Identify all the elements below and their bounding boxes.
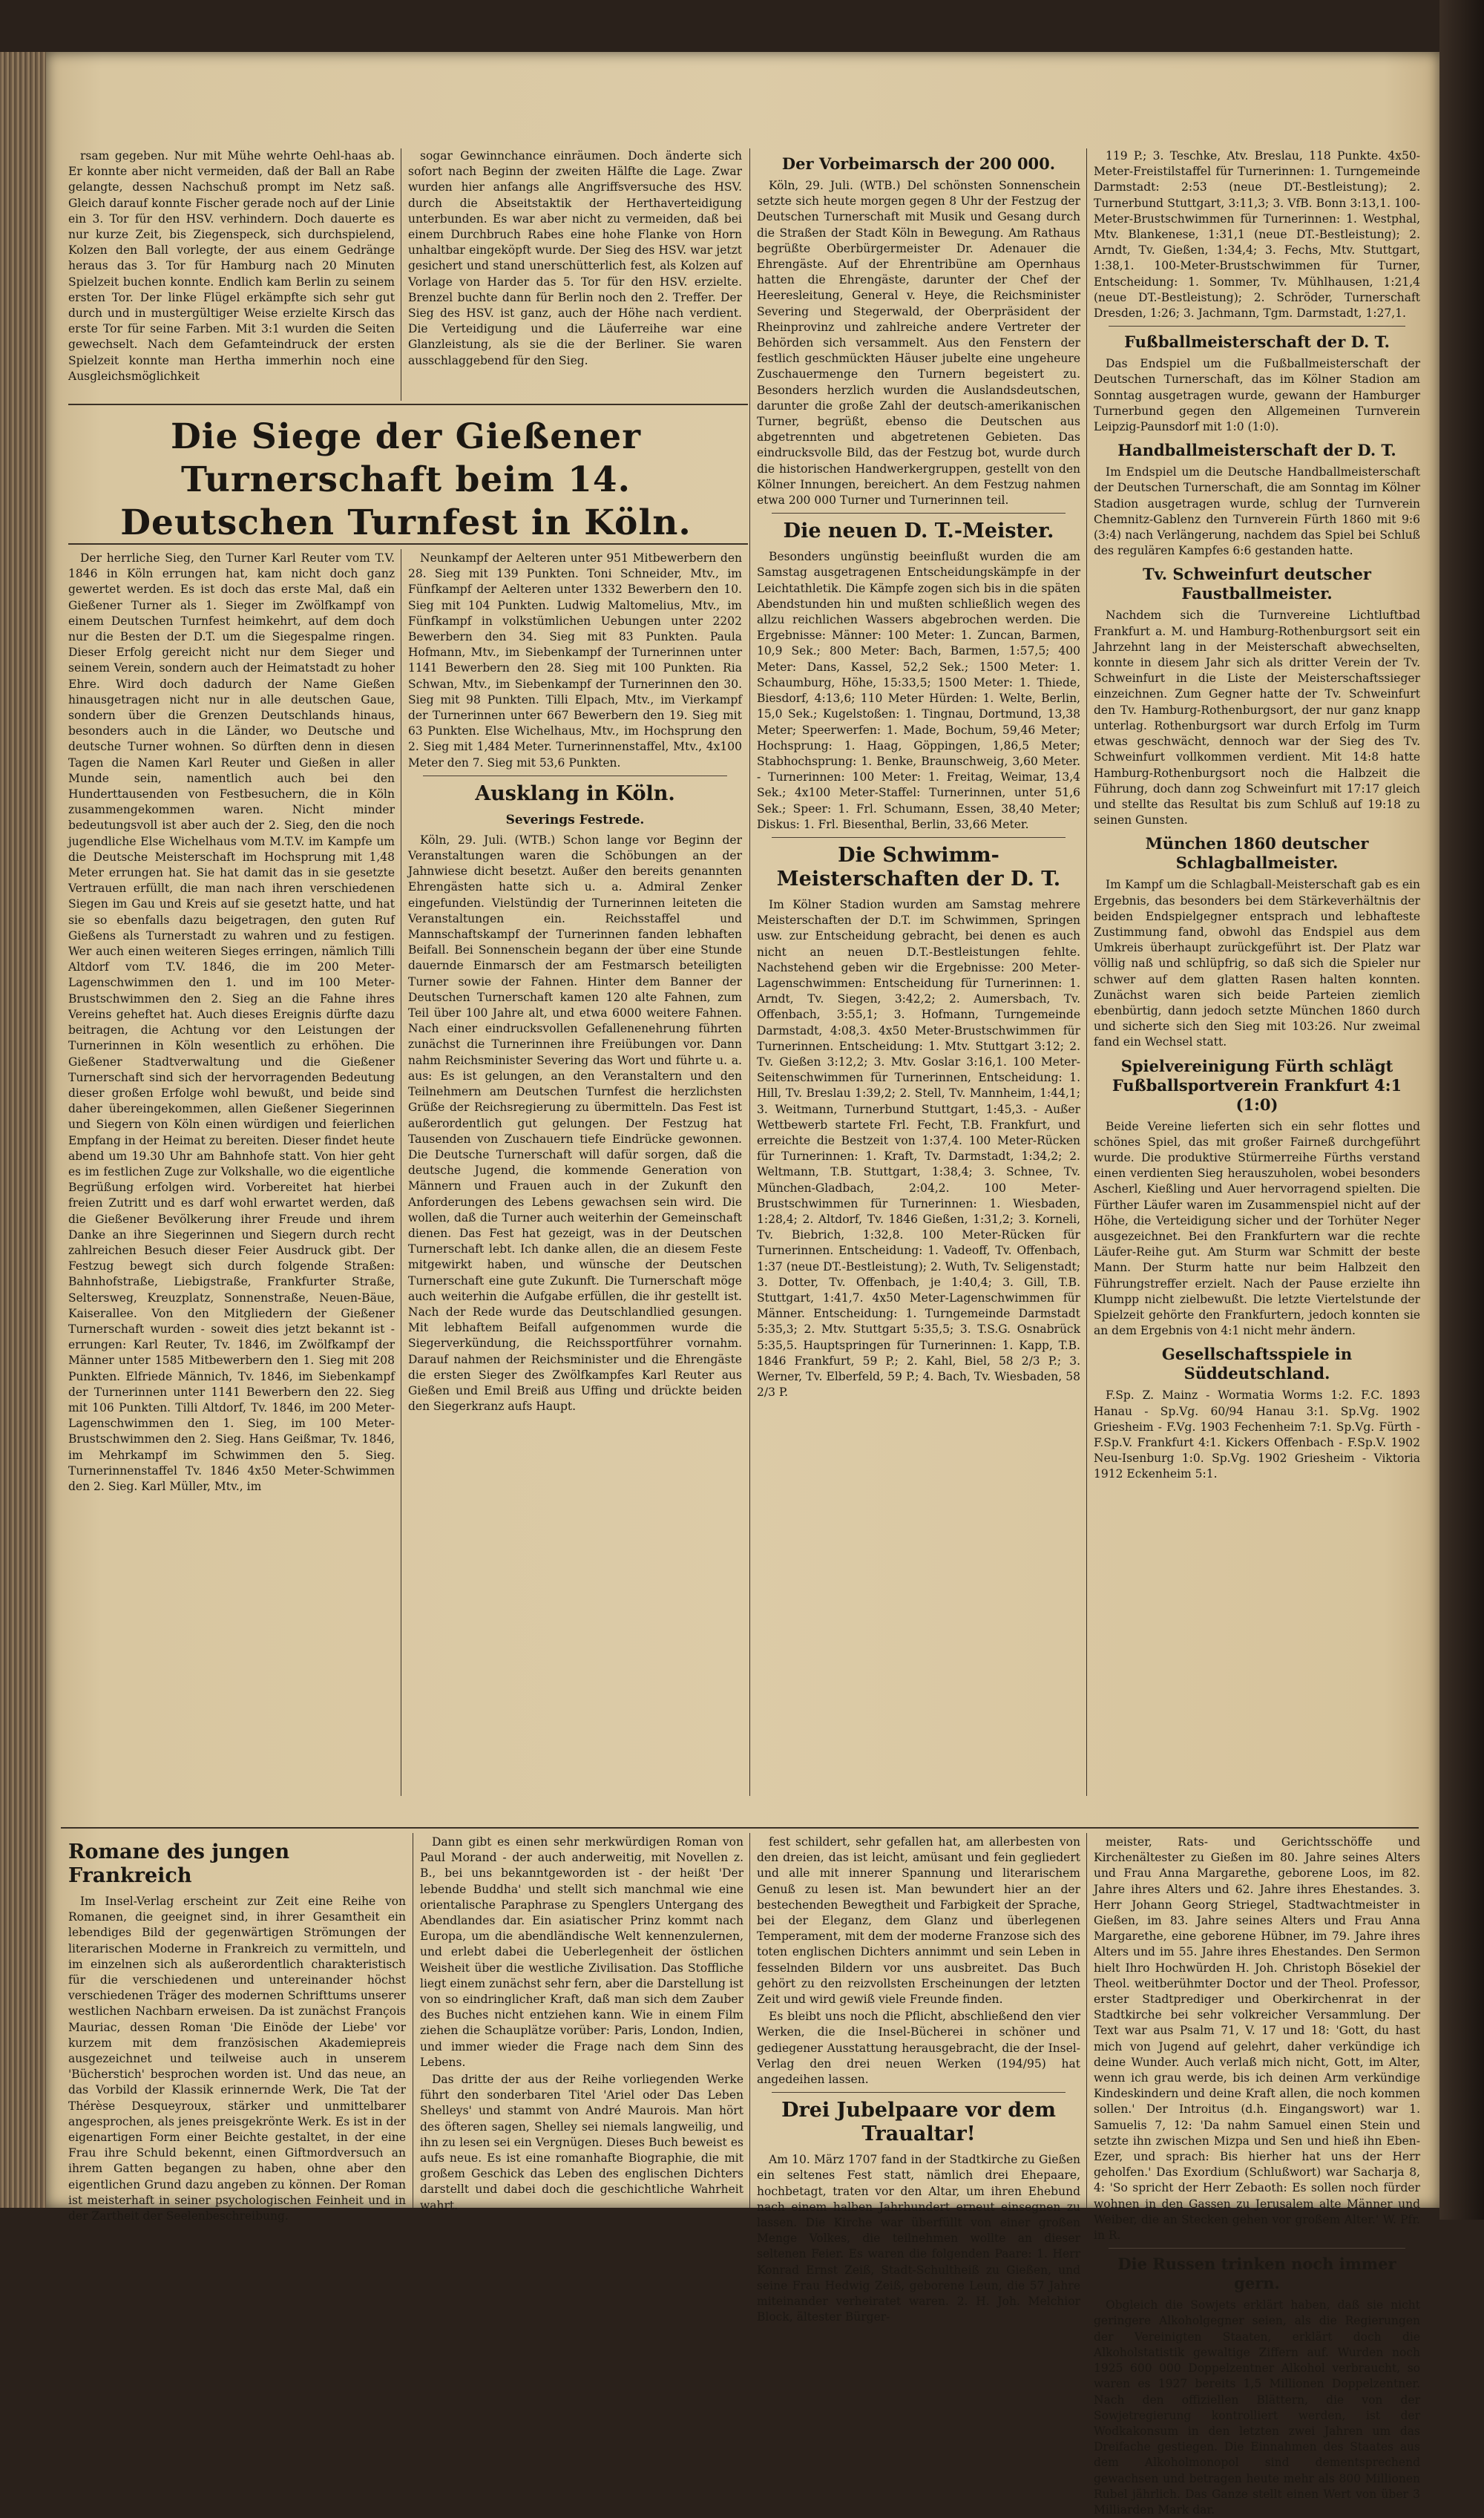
divider [1109,2248,1405,2249]
dark-background-edge [1439,0,1484,2220]
article-text: Am 10. März 1707 fand in der Stadtkirche zu Gießen ein seltenes Fest statt, nämlich drei Ehepaare, hochbetagt, traten vor den Altar, um ihren Ehebund nach einem halben Jahrhundert erneut einsegnen zu lassen. Die Kirche war überfüllt von einer großen Menge Volkes, die teilnehmen wollte an dieser seltenen Feier. Es waren die folgenden Paare: 1. Herr Konrad Ernst Zeiß, Stadt-Schultheiß zu Gießen, und seine Frau Hedwig Zeiß, geborene Leun, die 57 Jahre miteinander verheiratet waren. 2. H. Joh. Melchior Block, ältester Bürger- [757,2153,1080,2324]
article-text: Nachdem sich die Turnvereine Lichtluftbad Frankfurt a. M. und Hamburg-Rothenburgsort seit ein Jahrzehnt lang in der Meisterschaft abwechselten, konnte in diesem Jahr sich als dritter Verein der Tv. Schweinfurt in die Liste der Meisterschaftssieger einzeichnen. Zum Gegner hatte der Tv. Schweinfurt den Tv. Hamburg-Rothenburgsort, der nur ganz knapp unterlag. Rothenburgsort war durch Erfolg im Turm etwas geschwächt, dennoch war der Sieg des Tv. Schweinfurt vollkommen verdient. Mit 14:8 hatte Hamburg-Rothenburgsort noch die Halbzeit die Führung, doch dann zog Schweinfurt mit 17:17 gleich und stellte das Resultat bis zum Schluß auf 19:18 zu seinen Gunsten. [1094,609,1420,827]
article-giessen-victories-2 [408,551,742,1823]
article-text: Dann gibt es einen sehr merkwürdigen Roman von Paul Morand - der auch anderweitig, mit Novellen z. B., bei uns bekanntgeworden ist - der heißt 'Der lebende Buddha' und stellt sich manchmal wie eine orientalische Paraphrase zu Spenglers Untergang des Abendlandes dar. Ein asiatischer Prinz kommt nach Europa, um die abendländische Welt kennenzulernen, und erlebt dabei die Ueberlegenheit der östlichen Weisheit über die westliche Zivilisation. Das Stoffliche liegt einem zunächst sehr fern, aber die Darstellung ist von so eindringlicher Kraft, daß man sich dem Zauber des Buches nicht entziehen kann. Wie in einem Film ziehen die Schauplätze vorüber: Paris, London, Indien, und immer wieder die Frage nach dem Sinn des Lebens. [420,1835,743,2069]
book-binding-edge [0,52,46,2208]
column-rule [1086,1833,1087,2208]
article-text: 119 P.; 3. Teschke, Atv. Breslau, 118 Punkte. 4x50-Meter-Freistilstaffel für Turnerinnen: 1. Turngemeinde Darmstadt: 2:53 (neue DT.-Bestleistung); 2. Turnerbund Stuttgart, 3:11,3; 3. VfB. Bonn 3:13,1. 100-Meter-Brustschwimmen für Turnerinnen: 1. Westphal, Mtv. Blankenese, 1:31,1 (neue DT.-Bestleistung); 2. Arndt, Tv. Gießen, 1:34,4; 3. Fechs, Mtv. Stuttgart, 1:38,1. 100-Meter-Brustschwimmen für Turner, Entscheidung: 1. Sommer, Tv. Mühlhausen, 1:21,4 (neue DT.-Bestleistung); 2. Schröder, Turnerschaft Dresden, 1:26; 3. Jachmann, Tgm. Darmstadt, 1:27,1. [1094,149,1420,321]
handball-title: Handballmeisterschaft der D. T. [1117,441,1396,460]
column-rule [749,1833,750,2208]
meister-title: Die neuen D. T.-Meister. [783,519,1054,543]
feuilleton-col-4 [1094,1835,1420,2517]
article-text: sogar Gewinnchance einräumen. Doch änderte sich sofort nach Beginn der zweiten Hälfte die Lage. Zwar wurden hier anfangs alle Angriffsversuche des HSV. durch die Abseitstaktik der Herthaverteidigung unterbunden. Es war aber nicht zu vermeiden, daß bei einem Durchbruch Rabes eine hohe Flanke von Horn unhaltbar eingeköpft wurde. Der Sieg des HSV. war jetzt gesichert und stand unerschütterlich fest, als Kolzen auf Vorlage von Harder das 5. Tor für den HSV. erzielte. Brenzel buchte dann für Berlin noch den 2. Treffer. Der Sieg des HSV. ist ganz, auch der Höhe nach verdient. Die Verteidigung und die Läuferreihe war eine Glanzleistung, als sie die der Berliner. Sie waren ausschlaggebend für den Sieg. [408,149,742,367]
article-text: Köln, 29. Juli. (WTB.) Schon lange vor Beginn der Veranstaltungen waren die Schöbungen an der Jahnwiese dicht besetzt. Außer den bereits genannten Ehrengästen hatte sich u. a. Admiral Zenker eingefunden. Vielstündig der Turnerinnen leiteten die Veranstaltungen ein. Reichsstaffel und Mannschaftskampf der Turnerinnen fanden lebhaften Beifall. Bei Sonnenschein begann der über eine Stunde dauernde Einmarsch der am Festmarsch beteiligten Turner sowie der Fahnen. Hinter dem Banner der Deutschen Turnerschaft kamen 120 alte Fahnen, zum Teil über 100 Jahre alt, und etwa 6000 weitere Fahnen. Nach einer eindrucksvollen Gefallenenehrung führten zunächst die Turnerinnen ihre Freiübungen vor. Dann nahm Reichsminister Severing das Wort und führte u. a. aus: Es ist gelungen, an den Veranstaltern und den Teilnehmern am Deutschen Turnfest die herzlichsten Grüße der Reichsregierung zu übermitteln. Das Fest ist außerordentlich gut gelungen. Der Festzug hat Tausenden von Zuschauern tiefe Eindrücke gewonnen. Die Deutsche Turnerschaft will dafür sorgen, daß die deutsche Jugend, die kommende Generation von Männern und Frauen auch in der Zukunft den Anforderungen des Lebens gewachsen sein wird. Die wollen, daß die Turner auch weiterhin der Gemeinschaft dienen. Das Fest hat gezeigt, was in der Deutschen Turnerschaft lebt. Ich danke allen, die an diesem Feste mitgewirkt haben, und wünsche der Deutschen Turnerschaft eine gute Zukunft. Die Turnerschaft möge auch weiterhin die Aufgabe erfüllen, die ihr gestellt ist. Nach der Rede wurde das Deutschlandlied gesungen. Mit lebhaftem Beifall aufgenommen wurde die Siegerverkündung, die Reichssportführer vornahm. Darauf nahmen der Reichsminister und die Ehrengäste die ersten Sieger des Zwölfkampfes Karl Reuter aus Gießen und Emil Breiß aus Uffing und drückte beiden den Siegerkranz aufs Haupt. [408,833,742,1414]
article-giessen-victories [68,551,395,1823]
ausklang-subtitle: Severings Festrede. [505,812,645,827]
article-text: Der herrliche Sieg, den Turner Karl Reuter vom T.V. 1846 in Köln errungen hat, kam nicht doch ganz gewertet werden. Es ist doch das erste Mal, daß ein Gießener Turner als 1. Sieger im Zwölfkampf von einem Deutschen Turnfest heimkehrt, auf dem doch nur die Besten der D.T. um die Siegespalme ringen. Dieser Erfolg gereicht nicht nur dem Sieger und seinem Verein, sondern auch der Heimatstadt zu hoher Ehre. Wird doch dadurch der Name Gießen hinausgetragen nicht nur in alle deutschen Gaue, sondern über die Grenzen Deutschlands hinaus, besonders auch in die Länder, wo Deutsche und deutsche Turner wohnen. So dürften denn in diesen Tagen die Namen Karl Reuter und Gießen in aller Munde sein, namentlich auch bei den Hunderttausenden von Festbesuchern, die in Köln zusammengekommen waren. Nicht minder bedeutungsvoll ist aber auch der 2. Sieg, den die noch jugendliche Else Wichelhaus vom M.T.V. im Kampfe um die Deutsche Meisterschaft im Hochsprung mit 1,48 Meter errungen hat. Sie hat damit das in sie gesetzte Vertrauen erfüllt, die man nach ihren verschiedenen Siegen im Gau und Kreis auf sie gesetzt hatte, und hat sie so ebenfalls dazu beigetragen, den guten Ruf Gießens als Turnerstadt zu wahren und zu festigen. Wer auch einen weiteren Sieges erringen, nämlich Tilli Altdorf vom T.V. 1846, die im 200 Meter-Lagenschwimmen den 1. und im 100 Meter-Brustschwimmen den 2. Sieg an die Fahne ihres Vereins geheftet hat. Auch dieses Ereignis dürfte dazu beitragen, die Achtung vor den Leistungen der Turnerinnen in Köln wesentlich zu erhöhen. Die Gießener Stadtverwaltung und die Gießener Turnerschaft sind sich der hervorragenden Bedeutung dieser großen Erfolge wohl bewußt, und beide sind daher übereingekommen, allen Gießener Siegerinnen und Siegern von Köln einen würdigen und feierlichen Empfang in der Heimat zu bereiten. Dieser findet heute abend um 19.30 Uhr am Bahnhofe statt. Von hier geht es im festlichen Zuge zur Volkshalle, wo die eigentliche Begrüßung erfolgen wird. Vorbereitet hat hierbei freien Zutritt und es darf wohl erwartet werden, daß die Gießener Bevölkerung ihrer Freude und ihrem Danke an ihre Siegerinnen und Siegern durch recht zahlreichen Besuch dieser Feier Ausdruck gibt. Der Festzug bewegt sich durch folgende Straßen: Bahnhofstraße, Liebigstraße, Frankfurter Straße, Seltersweg, Kreuzplatz, Sonnenstraße, Neuen-Bäue, Kaiserallee. Von den Mitgliedern der Gießener Turnerschaft wurden - soweit dies jetzt bekannt ist - errungen: Karl Reuter, Tv. 1846, im Zwölfkampf der Männer unter 1585 Mitbewerbern den 1. Sieg mit 208 Punkten. Elfriede Männich, Tv. 1846, im Siebenkampf der Turnerinnen unter 1141 Bewerbern den 22. Sieg mit 106 Punkten. Tilli Altdorf, Tv. 1846, im 200 Meter-Lagenschwimmen den 1. Sieg, im 100 Meter-Brustschwimmen den 2. Sieg. Hans Geißmar, Tv. 1846, im Mehrkampf im Schwimmen den 5. Sieg. Turnerinnenstaffel Tv. 1846 4x50 Meter-Schwimmen den 2. Sieg. Karl Müller, Mtv., im [68,551,395,1493]
schwimm-title: Die Schwimm-Meisterschaften der D. T. [776,843,1061,891]
gesellschaft-title: Gesellschaftsspiele in Süddeutschland. [1161,1345,1353,1383]
feuilleton-col-3 [757,1835,1080,2324]
article-text: Neunkampf der Aelteren unter 951 Mitbewerbern den 28. Sieg mit 139 Punkten. Toni Schneider, Mtv., im Fünfkampf der Aelteren unter 1332 Bewerbern den 10. Sieg mit 104 Punkten. Ludwig Maltomelius, Mtv., im Fünfkampf in volkstümlichen Uebungen unter 2202 Bewerbern den 34. Sieg mit 83 Punkten. Paula Hofmann, Mtv., im Siebenkampf der Turnerinnen unter 1141 Bewerbern den 28. Sieg mit 100 Punkten. Ria Schwan, Mtv., im Siebenkampf der Turnerinnen den 30. Sieg mit 98 Punkten. Tilli Elpach, Mtv., im Vierkampf der Turnerinnen unter 667 Bewerbern den 19. Sieg mit 63 Punkten. Else Wichelhaus, Mtv., im Hochsprung den 2. Sieg mit 1,484 Meter. Turnerinnenstaffel, Mtv., 4x100 Meter den 7. Sieg mit 53,6 Punkten. [408,551,742,770]
column-rule [749,148,750,1796]
vorbeimarsch-title: Der Vorbeimarsch der 200 000. [781,154,1056,173]
article-text: Besonders ungünstig beeinflußt wurden die am Samstag ausgetragenen Entscheidungskämpfe in der Leichtathletik. Die Kämpfe zogen sich bis in die späten Abendstunden hin und mußten schließlich wegen des allzu reichlichen Wassers abgebrochen werden. Die Ergebnisse: Männer: 100 Meter: 1. Zuncan, Barmen, 10,9 Sek.; 800 Meter: Bach, Barmen, 1:57,5; 400 Meter: Dans, Kassel, 52,2 Sek.; 1500 Meter: 1. Schaumburg, Höhe, 15:33,5; 1500 Meter: 1. Thiede, Biesdorf, 4:13,6; 110 Meter Hürden: 1. Welte, Berlin, 15,0 Sek.; Kugelstoßen: 1. Tingnau, Dortmund, 13,38 Meter; Speerwerfen: 1. Made, Bochum, 59,46 Meter; Hochsprung: 1. Haag, Göppingen, 1,86,5 Meter; Stabhochsprung: 1. Benke, Braunschweig, 3,60 Meter. - Turnerinnen: 100 Meter: 1. Freitag, Weimar, 13,4 Sek.; 4x100 Meter-Staffel: Turnerinnen, unter 51,6 Sek.; Speer: 1. Frl. Schumann, Essen, 38,40 Meter; Diskus: 1. Frl. Biesenthal, Berlin, 33,66 Meter. [757,550,1080,831]
ausklang-title: Ausklang in Köln. [475,781,675,805]
newspaper-page [46,52,1439,2517]
article-text: Im Endspiel um die Deutsche Handballmeisterschaft der Deutschen Turnerschaft, die am Sonntag im Kölner Stadion ausgetragen wurde, schlug der Turnverein Chemnitz-Gablenz den Turnverein Fürth 1860 mit 9:6 (3:4) nach Verlängerung, nachdem das Spiel bei Schluß des regulären Kampfes 6:6 gestanden hatte. [1094,465,1420,558]
faustball-title: Tv. Schweinfurt deutscher Faustballmeister. [1143,565,1371,603]
article-text: Im Insel-Verlag erscheint zur Zeit eine Reihe von Romanen, die geeignet sind, in ihrer Gesamtheit ein lebendiges Bild der gegenwärtigen Strömungen der literarischen Moderne in Frankreich zu vermitteln, und im einzelnen sich als außerordentlich charakteristisch für die verschiedenen und untereinander höchst verschiedenen Träger des modernen Schrifttums unserer westlichen Nachbarn erweisen. Da ist zunächst François Mauriac, dessen Roman 'Die Einöde der Liebe' vor kurzem mit dem französischen Akademiepreis ausgezeichnet und teilweise auch in unserem 'Bücherstich' besprochen worden ist. Und das neue, an das Vorbild der Klassik erinnernde Werk, Die Tat der Thérèse Desqueyroux, stärker und unmittelbarer angesprochen, als jenes preisgekrönte Werk. Es ist in der eigenartigen Form einer Beichte gestaltet, in der eine Frau ihre Schuld bekennt, einen Giftmordversuch an ihrem Gatten begangen zu haben, ohne aber den eigentlichen Grund dazu angeben zu können. Der Roman ist meisterhaft in seiner psychologischen Feinheit und in der Zartheit der Seelenbeschreibung. [68,1895,406,2223]
roman-title: Romane des jungen Frankreich [68,1840,290,1887]
feuilleton-col-1 [68,1835,406,2223]
article-text: Im Kölner Stadion wurden am Samstag mehrere Meisterschaften der D.T. im Schwimmen, Springen usw. zur Entscheidung gebracht, bei denen es auch nicht an neuen D.T.-Bestleistungen fehlte. Nachstehend geben wir die Ergebnisse: 200 Meter-Lagenschwimmen: Entscheidung für Turnerinnen: 1. Arndt, Tv. Siegen, 3:42,2; 2. Aumersbach, Tv. Offenbach, 3:55,1; 3. Hofmann, Turngemeinde Darmstadt, 4:08,3. 4x50 Meter-Brustschwimmen für Turnerinnen. Entscheidung: 1. Mtv. Stuttgart 3:12; 2. Tv. Gießen 3:12,2; 3. Mtv. Goslar 3:16,1. 100 Meter-Seitenschwimmen für Turnerinnen, Entscheidung: 1. Hill, Tv. Breslau 1:39,2; 2. Stell, Tv. Mannheim, 1:44,1; 3. Weitmann, Turnerbund Stuttgart, 1:45,3. - Außer Wettbewerb startete Frl. Fecht, T.B. Frankfurt, und erreichte die Bestzeit von 1:37,4. 100 Meter-Rücken für Turnerinnen: 1. Kraft, Tv. Darmstadt, 1:34,2; 2. Weltmann, T.B. Stuttgart, 1:38,4; 3. Schnee, Tv. München-Gladbach, 2:04,2. 100 Meter-Brustschwimmen für Turnerinnen: 1. Wiesbaden, 1:28,4; 2. Altdorf, Tv. 1846 Gießen, 1:31,2; 3. Korneli, Tv. Biebrich, 1:32,8. 100 Meter-Rücken für Turnerinnen. Entscheidung: 1. Vadeoff, Tv. Offenbach, 1:37 (neue DT.-Bestleistung); 2. Wuth, Tv. Seligenstadt; 3. Dotter, Tv. Offenbach, je 1:40,4; 3. Gill, T.B. Stuttgart, 1:41,7. 4x50 Meter-Lagenschwimmen für Männer. Entscheidung: 1. Turngemeinde Darmstadt 5:35,3; 2. Mtv. Stuttgart 5:35,5; 3. T.S.G. Osnabrück 5:35,5. Hauptspringen für Turnerinnen: 1. Kapp, T.B. 1846 Frankfurt, 59 P.; 2. Kahl, Biel, 58 2/3 P.; 3. Werner, Tv. Elberfeld, 59 P.; 4. Bach, Tv. Wiesbaden, 58 2/3 P. [757,897,1080,1400]
article-text: meister, Rats- und Gerichtsschöffe und Kirchenältester zu Gießen im 80. Jahre seines Alters und Frau Anna Margarethe, geborene Loos, im 82. Jahre ihres Alters und 62. Jahre ihres Ehestandes. 3. Herr Johann Georg Striegel, Stadtwachtmeister in Gießen, im 83. Jahre seines Alters und Frau Anna Margarethe, eine geborene Hübner, im 79. Jahre ihres Alters und im 55. Jahre ihres Ehestandes. Den Sermon hielt Ihro Hochwürden H. Joh. Christoph Bösekiel der Theol. weitberühmter Doctor und der Theol. Professor, erster Stadtprediger und Oberkirchenrat in der Stadtkirche bei sehr volkreicher Versammlung. Der Text war aus Psalm 71, V. 17 und 18: 'Gott, du hast mich von Jugend auf gelehrt, daher verkündige ich deine Wunder. Auch verlaß mich nicht, Gott, im Alter, wenn ich grau werde, bis ich deinen Arm verkündige Kindeskindern und deine Kraft allen, die noch kommen sollen.' Der Introitus (d.h. Eingangswort) war 1. Samuelis 7, 12: 'Da nahm Samuel einen Stein und setzte ihn zwischen Mizpa und Sen und hieß ihn Eben-Ezer, und sprach: Bis hierher hat uns der Herr geholfen.' Das Exordium (Schlußwort) war Sacharja 8, 4: 'So spricht der Herr Zebaoth: Es sollen noch fürder wohnen in den Gassen zu Jerusalem alte Männer und Weiber, die an Stecken gehen vor großem Alter.' W. Pfr. in R. [1094,1835,1420,2243]
jubel-title: Drei Jubelpaare vor dem Traualtar! [781,2099,1056,2146]
article-text: Das dritte der aus der Reihe vorliegenden Werke führt den sonderbaren Titel 'Ariel oder Das Leben Shelleys' und stammt von André Maurois. Man hört des öfteren sagen, Shelley sei niemals langweilig, und ihn zu lesen sei ein Vergnügen. Dieses Buch beweist es aufs neue. Es ist eine romanhafte Biographie, die mit großem Geschick das Leben des englischen Dichters darstellt und dabei doch die geschichtliche Wahrheit wahrt. [420,2073,743,2212]
article-text: Obgleich die Sowjets erklärt haben, daß sie nicht geringere Alkoholgegner seien, als die Regierungen der Vereinigten Staaten, erklärt doch die Alkoholstatistik gewaltige Ziffern auf. Wurden noch 1925 600 000 Doppelzentner Alkohol verbraucht, so waren es 1927 bereits 1,5 Millionen Doppelzentner. Nach den offiziellen Blättern, die von der Sowjetregierung kontrolliert werden, ist der Wodkakonsum in den letzten zwei Jahren um das Dreifache gestiegen. Die Einnahmen des Staates aus dem Alkoholmonopol sind dementsprechend gewachsen und betragen heute mehr als 800 Millionen Rubel jährlich. Das Ganze stellt einen Wert von über 3 Milliarden Mark dar. [1094,2298,1420,2517]
divider [772,2092,1066,2093]
article-football-continued [68,148,395,401]
muenchen-title: München 1860 deutscher Schlagballmeister. [1145,834,1369,873]
article-text: Im Kampf um die Schlagball-Meisterschaft gab es ein Ergebnis, das besonders bei dem Stärkeverhältnis der beiden Endspielgegner entsprach und lebhafteste Zustimmung fand, obwohl das Endspiel aus dem Umkreis überhaupt zurückgeführt ist. Der Platz war völlig naß und schlüpfrig, so daß sich die Spieler nur schwer auf dem glatten Rasen halten konnten. Zunächst waren sich beide Parteien ziemlich ebenbürtig, dann jedoch setzte München 1860 durch und sicherte sich den Sieg mit 103:26. Nur zweimal fand ein Wechsel statt. [1094,878,1420,1049]
divider [772,837,1066,838]
divider [772,513,1066,514]
main-headline: Die Siege der Gießener Turnerschaft beim 14. Deutschen Turnfest in Köln. [120,416,692,543]
russen-title: Die Russen trinken noch immer gern. [1117,2255,1396,2293]
article-text: F.Sp. Z. Mainz - Wormatia Worms 1:2. F.C. 1893 Hanau - Sp.Vg. 60/94 Hanau 3:1. Sp.Vg. 1902 Griesheim - F.Vg. 1903 Fechenheim 7:1. Sp.Vg. Fürth - F.Sp.V. Frankfurt 4:1. Kickers Offenbach - F.Sp.V. 1902 Neu-Isenburg 1:0. Sp.Vg. 1902 Griesheim - Viktoria 1912 Eckenheim 5:1. [1094,1388,1420,1481]
headline-block [68,408,743,542]
article-text: Es bleibt uns noch die Pflicht, abschließend den vier Werken, die die Insel-Bücherei in schöner und gediegener Ausstattung herausgebracht, die der Insel-Verlag den drei neuen Werken (194/95) hat angedeihen lassen. [757,2010,1080,2087]
article-text: Das Endspiel um die Fußballmeisterschaft der Deutschen Turnerschaft, das im Kölner Stadion am Sonntag ausgetragen wurde, gewann der Hamburger Turnerbund gegen den Allgemeinen Turnverein Leipzig-Paunsdorf mit 1:0 (1:0). [1094,357,1420,434]
divider [1109,326,1405,327]
fussball-title: Fußballmeisterschaft der D. T. [1124,332,1390,352]
article-text: rsam gegeben. Nur mit Mühe wehrte Oehl-haas ab. Er konnte aber nicht vermeiden, daß der Ball an Rabe gelangte, dessen Nachschuß prompt im Netz saß. Gleich darauf konnte Fischer gerade noch auf der Linie ein 3. Tor für den HSV. verhindern. Doch dauerte es nur kurze Zeit, bis Ziegenspeck, sich durchspielend, Kolzen den Ball vorlegte, der aus einem Gedränge heraus das 3. Tor für Hamburg nach 20 Minuten Spielzeit buchen konnte. Endlich kam Berlin zu seinem ersten Tor. Der linke Flügel erkämpfte sich sehr gut durch und in mustergültiger Weise erzielte Kirsch das erste Tor für seine Farben. Mit 3:1 wurden die Seiten gewechselt. Nach dem Gefamteindruck der ersten Spielzeit konnte man Hertha immerhin noch eine Ausgleichsmöglichkeit [68,149,395,383]
section-rule [61,1827,1419,1829]
article-text: Köln, 29. Juli. (WTB.) Del schönsten Sonnenschein setzte sich heute morgen gegen 8 Uhr der Festzug der Deutschen Turnerschaft mit Musik und Gesang durch die Straßen der Stadt Köln in Bewegung. Am Rathaus begrüßte Oberbürgermeister Dr. Adenauer die Ehrengäste. Auf der Ehrentribüne am Opernhaus hatten die Ehrengäste, darunter der Chef der Heeresleitung, General v. Heye, die Reichsminister Severing und Stegerwald, der Oberpräsident der Rheinprovinz und zahlreiche andere Vertreter der Behörden sich versammelt. Aus den Fenstern der festlich geschmückten Häuser jubelte eine ungeheure Zuschauermenge den Turnern begeistert zu. Besonders herzlich wurden die Auslandsdeutschen, darunter die große Zahl der deutsch-amerikanischen Turner, begrüßt, ebenso die Deutschen aus abgetrennten und abgetretenen Gebieten. Das eindrucksvolle Bild, das der Festzug bot, wurde durch die historischen Handwerkergruppen, gestellt von den Kölner Innungen, bereichert. An dem Festzug nahmen etwa 200 000 Turner und Turnerinnen teil. [757,179,1080,508]
column-4 [1094,148,1420,1822]
column-rule [1086,148,1087,1796]
headline-rule-top [68,404,748,405]
column-3 [757,148,1080,1822]
fuerth-title: Spielvereinigung Fürth schlägt Fußballsportverein Frankfurt 4:1 (1:0) [1112,1056,1402,1114]
feuilleton-col-2 [420,1835,743,2212]
article-text: fest schildert, sehr gefallen hat, am allerbesten von den dreien, das ist leicht, amüsant und fein gegliedert und alle mit innerer Spannung und literarischem Genuß zu lesen ist. Man bewundert hier an der bestechenden Bewegtheit und Farbigkeit der Sprache, bei der Eleganz, dem Glanz und überlegenen Temperament, mit dem der moderne Franzose sich des toten englischen Dichters annimmt und sein Leben in fesselnden Bildern vor uns ausbreitet. Das Buch gehört zu den reizvollsten Erscheinungen der letzten Zeit und wird gewiß viele Freunde finden. [757,1835,1080,2007]
article-text: Beide Vereine lieferten sich ein sehr flottes und schönes Spiel, das mit großer Fairneß durchgeführt wurde. Die produktive Stürmerreihe Fürths verstand einen verdienten Sieg herauszuholen, wobei besonders Ascherl, Kießling und Auer hervorragend spielten. Die Fürther Läufer waren im Zusammenspiel nicht auf der Höhe, die Verteidigung sicher und der Torhüter Neger ausgezeichnet. Bei den Frankfurtern war die rechte Läufer-Reihe gut. Am Sturm war Schmitt der beste Mann. Der Sturm hatte nur beim Halbzeit den Führungstreffer erzielt. Nach der Pause erzielte ihn Klumpp nicht zielbewußt. Die letzte Viertelstunde der Spielzeit gehörte den Frankfurtern, jedoch konnten sie an dem Ergebnis von 4:1 nicht mehr ändern. [1094,1119,1420,1338]
article-football-continued-2 [408,148,742,401]
